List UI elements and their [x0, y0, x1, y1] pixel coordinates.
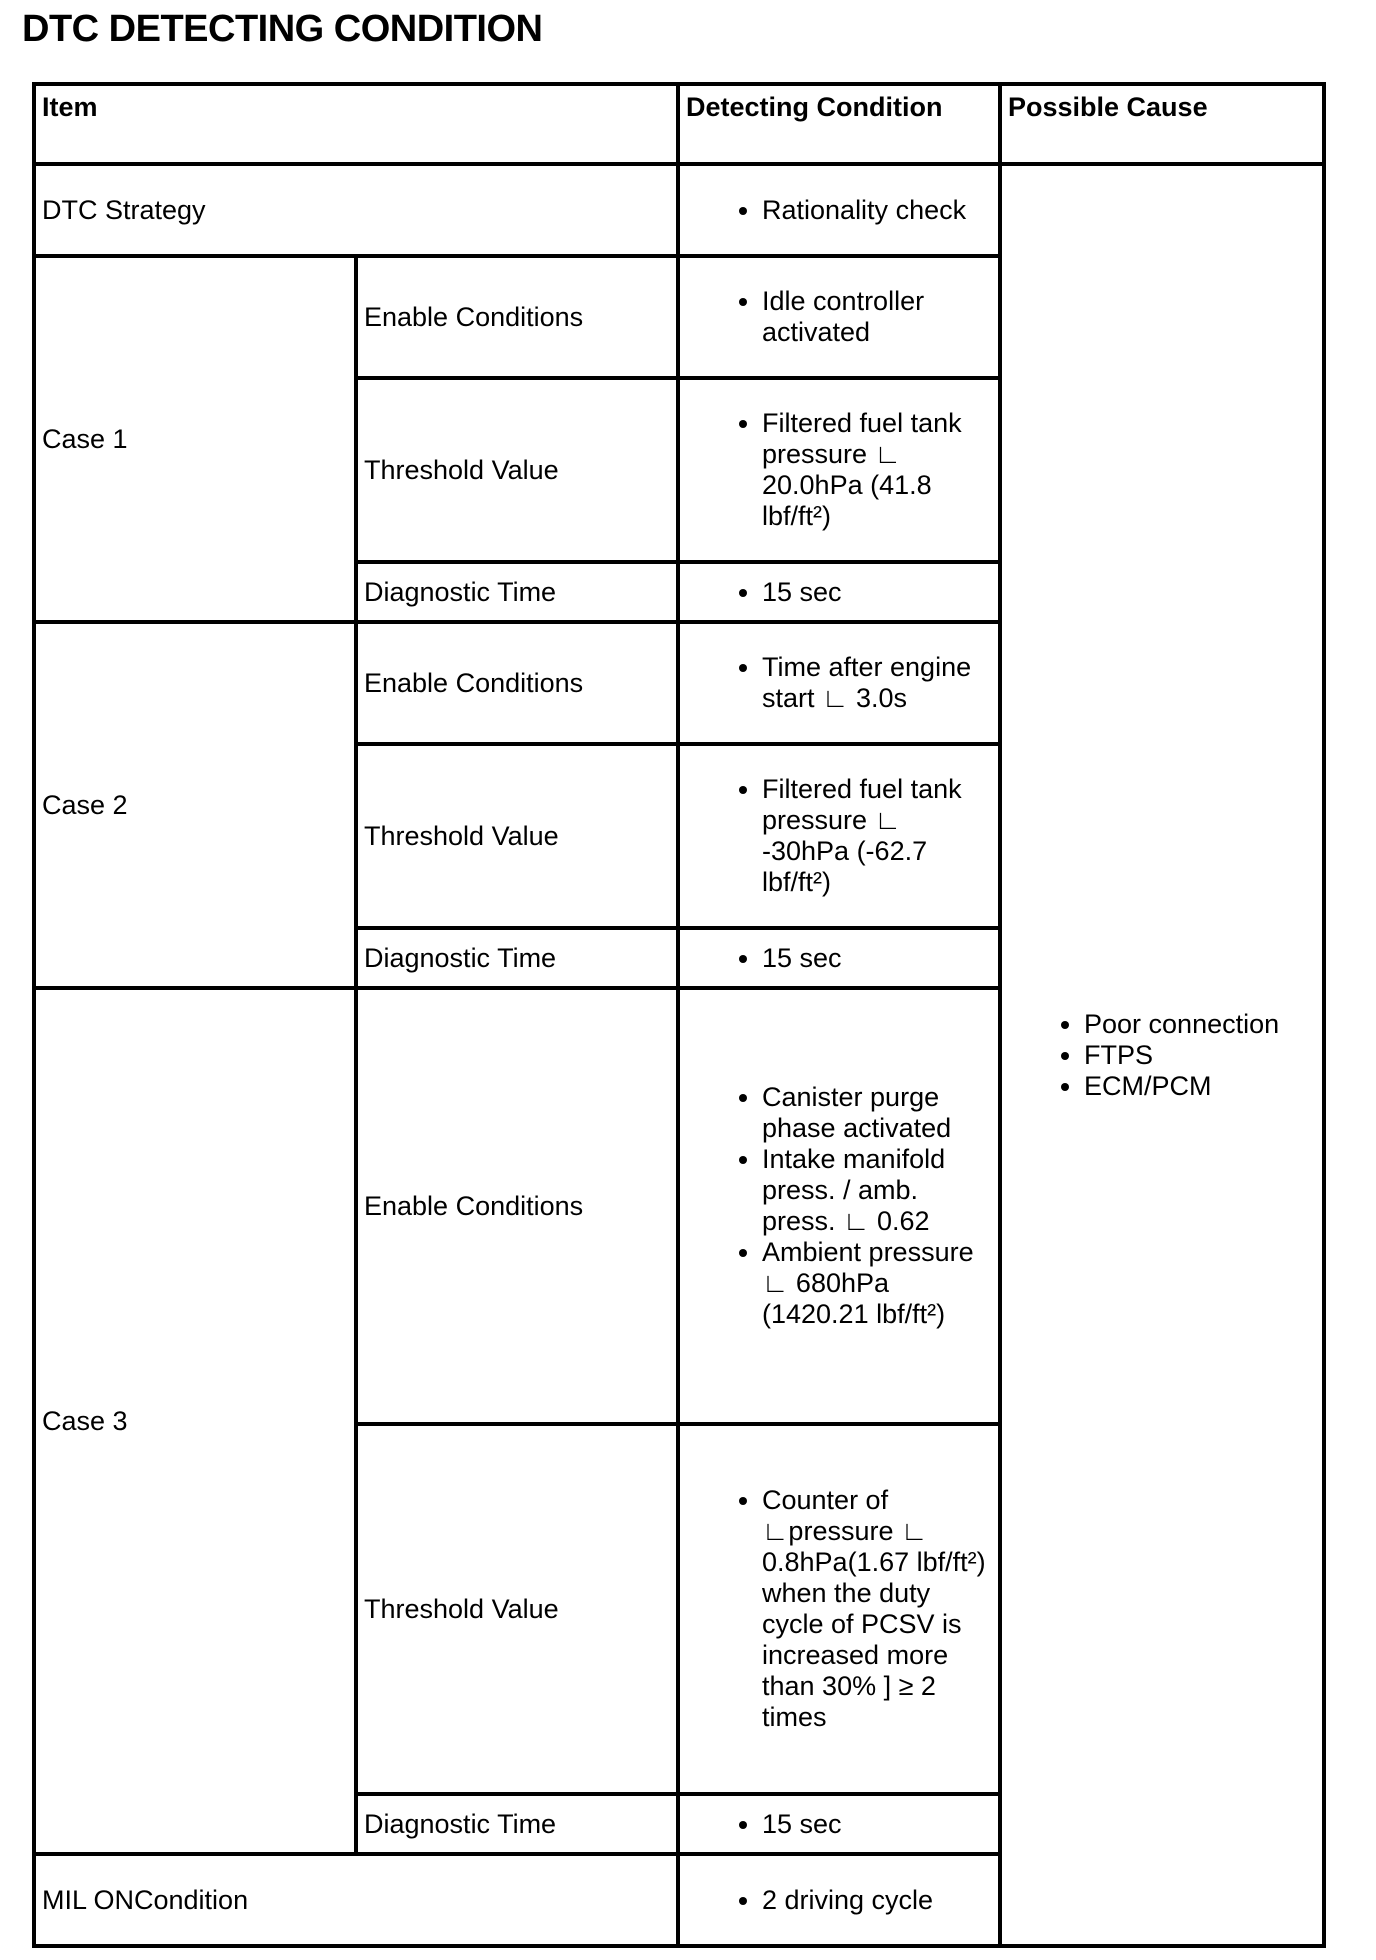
mil-on-condition: [678, 1854, 1000, 1946]
list-item: • Filtered fuel tank pressure ∟ 20.0hPa (41.8 lbf/ft²): [762, 408, 992, 532]
case2-time-label: Diagnostic Time: [356, 928, 678, 988]
page-title: DTC DETECTING CONDITION: [22, 8, 543, 50]
case2-enable-value: [678, 622, 1000, 744]
case1-threshold-label: Threshold Value: [356, 378, 678, 562]
case1-threshold-value: [678, 378, 1000, 562]
list-item: • Poor connection: [1084, 1009, 1316, 1040]
case3-enable-label: Enable Conditions: [356, 988, 678, 1424]
dtc-strategy-condition: [678, 164, 1000, 256]
case1-time-label: Diagnostic Time: [356, 562, 678, 622]
case3-time-label: Diagnostic Time: [356, 1794, 678, 1854]
dtc-table: [32, 82, 1326, 1948]
header-item: Item: [34, 84, 678, 164]
list-item: • ECM/PCM: [1084, 1071, 1316, 1102]
list-item: • Idle controller activated: [762, 286, 992, 348]
case1-label: Case 1: [34, 256, 356, 622]
list-item: • 15 sec: [762, 943, 992, 974]
list-item: • 15 sec: [762, 1809, 992, 1840]
case1-time-value: [678, 562, 1000, 622]
list-item: • Rationality check: [762, 195, 992, 226]
list-item: • Counter of ∟pressure ∟ 0.8hPa(1.67 lbf/ft²) when the duty cycle of PCSV is increased more than 30% ] ≥ 2 times: [762, 1485, 992, 1733]
header-row: [34, 84, 1324, 164]
case3-time-value: [678, 1794, 1000, 1854]
case3-threshold-value: [678, 1424, 1000, 1794]
case2-label: Case 2: [34, 622, 356, 988]
mil-on-label: MIL ONCondition: [34, 1854, 678, 1946]
header-possible-cause: Possible Cause: [1000, 84, 1324, 164]
list-item: • 15 sec: [762, 577, 992, 608]
list-item: • Filtered fuel tank pressure ∟ -30hPa (-62.7 lbf/ft²): [762, 774, 992, 898]
table-row: [34, 164, 1324, 256]
list-item: • Intake manifold press. / amb. press. ∟ 0.62: [762, 1144, 992, 1237]
case1-enable-label: Enable Conditions: [356, 256, 678, 378]
case2-threshold-label: Threshold Value: [356, 744, 678, 928]
list-item: • Canister purge phase activated: [762, 1082, 992, 1144]
case2-enable-label: Enable Conditions: [356, 622, 678, 744]
case3-enable-value: [678, 988, 1000, 1424]
list-item: • FTPS: [1084, 1040, 1316, 1071]
header-detecting-condition: Detecting Condition: [678, 84, 1000, 164]
case2-time-value: [678, 928, 1000, 988]
list-item: • 2 driving cycle: [762, 1885, 992, 1916]
case1-enable-value: [678, 256, 1000, 378]
dtc-strategy-label: DTC Strategy: [34, 164, 678, 256]
list-item: • Ambient pressure ∟ 680hPa (1420.21 lbf/ft²): [762, 1237, 992, 1330]
possible-cause-list: [1008, 1009, 1316, 1102]
list-item: • Time after engine start ∟ 3.0s: [762, 652, 992, 714]
possible-cause-cell: [1000, 164, 1324, 1946]
case3-label: Case 3: [34, 988, 356, 1854]
case2-threshold-value: [678, 744, 1000, 928]
case3-threshold-label: Threshold Value: [356, 1424, 678, 1794]
